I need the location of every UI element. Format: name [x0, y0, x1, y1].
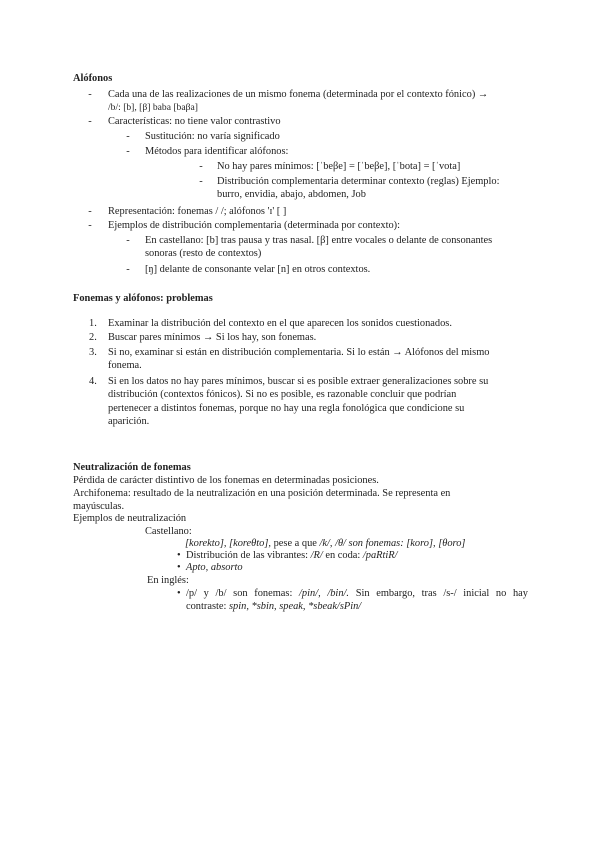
list-item [108, 346, 528, 373]
bullet: • [177, 562, 181, 573]
item-text: /b/: [b], [β] baba [baβa] [108, 102, 198, 114]
item-text: pertenecer a distintos fonemas, porque no hay una regla fonológica que condicione su [108, 402, 465, 414]
example-italic: /pin/, /bin/. [299, 588, 350, 599]
item-text: fonema. [108, 360, 142, 372]
example-italic: spin, *sbin, speak, *sbeak/sPin/ [229, 601, 362, 613]
item-text: Cada una de las realizaciones de un mismo fonema (determinada por el contexto fónico) → [108, 89, 489, 100]
list-dash: - [126, 235, 130, 246]
list-item: Buscar pares mínimos → Si los hay, son fonemas. [108, 332, 317, 343]
bullet: • [177, 588, 181, 599]
example-line: Apto, absorto [186, 562, 243, 573]
list-item: Sustitución: no varía significado [145, 131, 280, 142]
list-item: Representación: fonemas / /; alófonos 'ɪ' [ ] [108, 206, 287, 217]
subheading-ingles: En inglés: [147, 575, 189, 586]
section-heading-problemas: Fonemas y alófonos: problemas [73, 293, 213, 304]
list-number: 4. [89, 376, 97, 387]
item-text: burro, envidia, abajo, abdomen, Job [217, 189, 366, 201]
list-item [108, 375, 528, 429]
example-text: Distribución de las vibrantes: [186, 550, 311, 561]
example-text: contraste: [186, 601, 229, 613]
list-item: [ŋ] delante de consonante velar [n] en otros contextos. [145, 264, 371, 275]
item-text: aparición. [108, 416, 150, 428]
item-text: sonoras (resto de contextos) [145, 248, 262, 260]
example-italic: [korekto], [koreθto], [185, 538, 272, 549]
list-number: 1. [89, 318, 97, 329]
list-dash: - [126, 146, 130, 157]
list-item: Métodos para identificar alófonos: [145, 146, 289, 157]
list-dash: - [126, 131, 130, 142]
list-number: 3. [89, 347, 97, 358]
item-text: Si no, examinar si están en distribución complementaria. Si lo están → Alófonos del mismo [108, 347, 490, 358]
item-text: Archifonema: resultado de la neutralización en una posición determinada. Se representa en [73, 488, 451, 499]
item-text: En castellano: [b] tras pausa y tras nasal. [β] entre vocales o delante de consonantes [145, 235, 493, 246]
example-line [186, 587, 528, 614]
example-text: /p/ y /b/ son fonemas: [186, 588, 300, 599]
list-number: 2. [89, 332, 97, 343]
section-heading-neutralizacion: Neutralización de fonemas [73, 462, 191, 473]
example-text: Sin embargo, tras /s-/ inicial no hay [349, 588, 528, 599]
section-heading-alofonos: Alófonos [73, 73, 113, 84]
subheading-castellano: Castellano: [145, 526, 192, 537]
list-item [108, 88, 538, 115]
list-dash: - [199, 176, 203, 187]
item-text: distribución (contextos fónicos). Si no es posible, es razonable concluir que podrían [108, 389, 457, 401]
list-item: No hay pares mínimos: [ˈbeβe] = [ˈbeβe], [ˈbota] = [ˈvota] [217, 161, 461, 172]
item-text [186, 600, 528, 613]
paragraph [73, 487, 528, 514]
list-item: Ejemplos de distribución complementaria (determinada por contexto): [108, 220, 400, 231]
item-text: Si en los datos no hay pares mínimos, buscar si es posible extraer generalizaciones sobre su [108, 376, 489, 387]
list-item [217, 175, 532, 202]
example-text: en coda: [322, 550, 363, 561]
item-text [186, 587, 528, 600]
example-italic: /k/, /θ/ son fonemas: [koro], [θoro] [319, 538, 466, 549]
list-dash: - [88, 89, 92, 100]
list-dash: - [88, 220, 92, 231]
list-dash: - [126, 264, 130, 275]
example-text: pese a que [271, 538, 320, 549]
list-item [145, 234, 535, 261]
list-item: Examinar la distribución del contexto en el que aparecen los sonidos cuestionados. [108, 318, 452, 329]
item-text: mayúsculas. [73, 501, 125, 513]
list-dash: - [88, 206, 92, 217]
example-italic: /R/ [310, 550, 323, 561]
list-dash: - [88, 116, 92, 127]
example-italic: /paRtiR/ [362, 550, 398, 561]
list-item: Características: no tiene valor contrastivo [108, 116, 281, 127]
item-text: Distribución complementaria determinar contexto (reglas) Ejemplo: [217, 176, 500, 187]
bullet: • [177, 550, 181, 561]
paragraph: Pérdida de carácter distintivo de los fonemas en determinadas posiciones. [73, 475, 379, 486]
paragraph: Ejemplos de neutralización [73, 513, 187, 524]
list-dash: - [199, 161, 203, 172]
